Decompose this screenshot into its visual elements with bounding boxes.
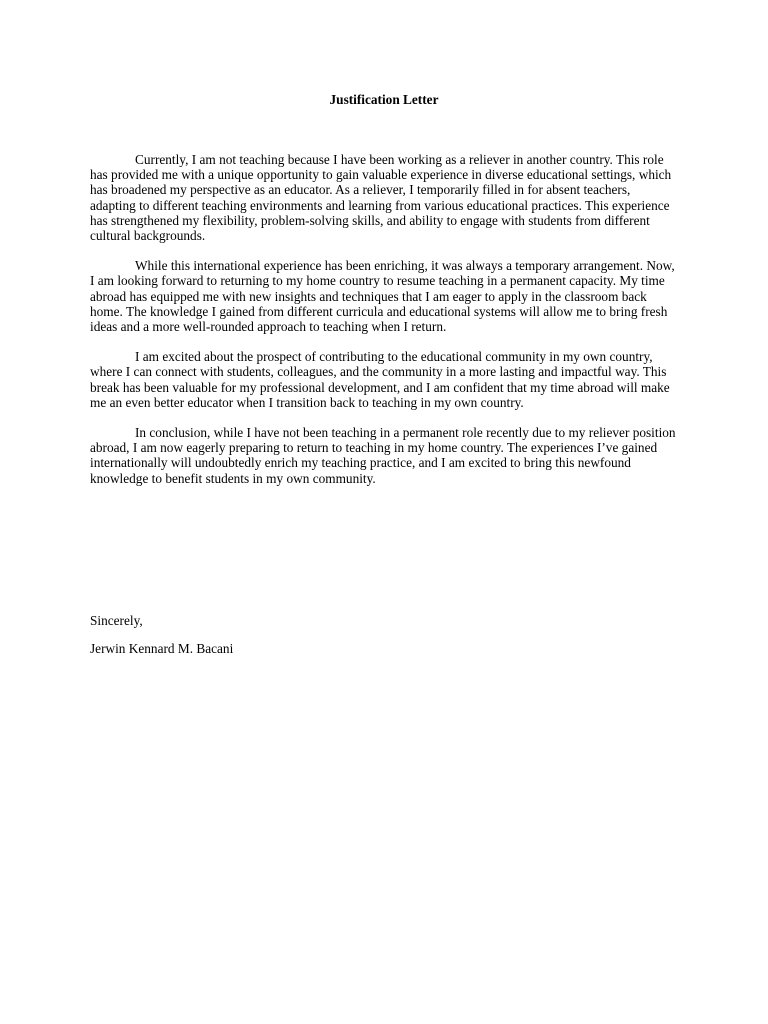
letter-body — [90, 152, 678, 501]
letter-closing: Sincerely, — [90, 613, 143, 628]
letter-title: Justification Letter — [329, 92, 439, 107]
paragraph-2: While this international experience has been enriching, it was always a temporary arrangement. Now, I am looking forward to returning to my home country to resume teaching in a permanent capacity. My time abroad has equipped me with new insights and techniques that I am eager to apply in the classroom back home. The knowledge I gained from different curricula and educational systems will allow me to bring fresh ideas and a more well-rounded approach to teaching when I return. — [90, 258, 675, 335]
paragraph-4: In conclusion, while I have not been teaching in a permanent role recently due to my reliever position abroad, I am now eagerly preparing to return to teaching in my home country. The experiences I’ve gained internationally will undoubtedly enrich my teaching practice, and I am excited to bring this newfound knowledge to benefit students in my own community. — [90, 425, 676, 486]
paragraph-3: I am excited about the prospect of contributing to the educational community in my own country, where I can connect with students, colleagues, and the community in a more lasting and impactful way. This break has been valuable for my professional development, and I am confident that my time abroad will make me an even better educator when I transition back to teaching in my own country. — [90, 349, 670, 410]
signature-name: Jerwin Kennard M. Bacani — [90, 641, 234, 656]
paragraph-1: Currently, I am not teaching because I have been working as a reliever in another country. This role has provided me with a unique opportunity to gain valuable experience in diverse educational settings, which has broadened my perspective as an educator. As a reliever, I temporarily filled in for absent teachers, adapting to different teaching environments and learning from various educational practices. This experience has strengthened my flexibility, problem-solving skills, and ability to engage with students from different cultural backgrounds. — [90, 152, 672, 244]
